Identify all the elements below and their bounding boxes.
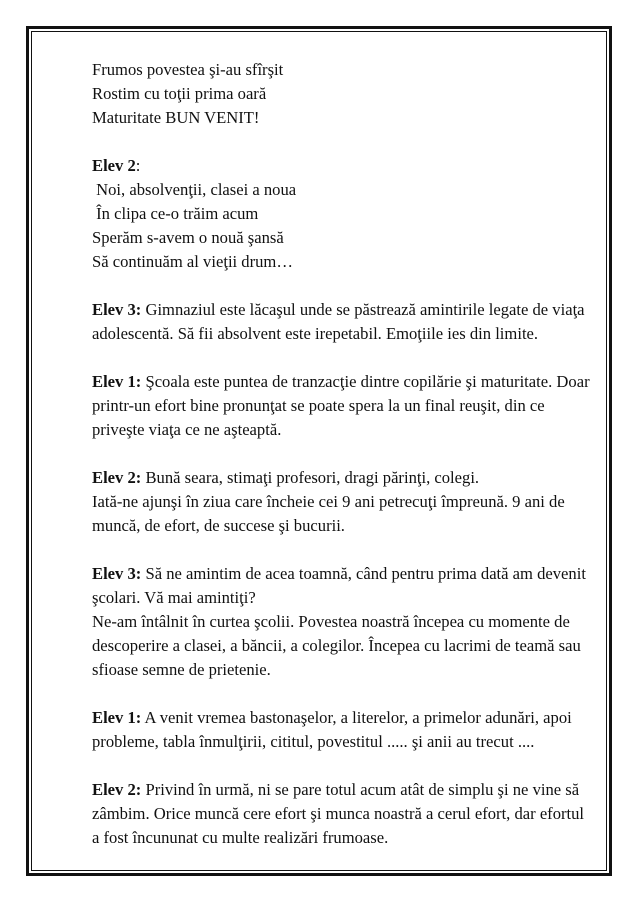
poem-line: Sperăm s-avem o nouă şansă [92,228,284,247]
speaker-name: Elev 1: [92,708,142,727]
poem-line: Maturitate BUN VENIT! [92,108,260,127]
speaker-name: Elev 1: [92,372,142,391]
dialogue-paragraph-continued: Ne-am întâlnit în curtea şcolii. Povestea noastră începea cu momente de descoperire a clasei, a băncii, a colegilor. Începea cu lacrimi de teamă sau sfioase semne de prietenie. [92,612,581,679]
speaker-name: Elev 2: [92,468,142,487]
poem-line: În clipa ce-o trăim acum [92,204,259,223]
poem-line: Noi, absolvenţii, clasei a noua [92,180,297,199]
document-body [92,58,592,850]
dialogue-paragraph: Elev 2: Privind în urmă, ni se pare totul acum atât de simplu şi ne vine să zâmbim. Orice muncă cere efort şi munca noastră a cerul efort, dar efortul a fost încununat cu multe realizări frumoase. [92,780,585,847]
speaker-name: Elev 3: [92,300,142,319]
dialogue-paragraph: Elev 3: Gimnaziul este lăcaşul unde se păstrează amintirile legate de viaţa adolescentă. Să fii absolvent este irepetabil. Emoţiile ies din limite. [92,300,585,343]
poem-line: Rostim cu toţii prima oară [92,84,267,103]
dialogue-paragraph: Elev 3: Să ne amintim de acea toamnă, când pentru prima dată am devenit şcolari. Vă mai amintiţi? [92,564,586,607]
poem-line: Frumos povestea şi-au sfîrşit [92,60,284,79]
dialogue-paragraph: Elev 1: A venit vremea bastonaşelor, a literelor, a primelor adunări, apoi probleme, tabla înmulţirii, cititul, povestitul ..... şi anii au trecut .... [92,708,572,751]
speaker-name: Elev 2 [92,156,136,175]
dialogue-paragraph-continued: Iată-ne ajunşi în ziua care încheie cei 9 ani petrecuţi împreună. 9 ani de muncă, de efort, de succese şi bucurii. [92,492,565,535]
dialogue-paragraph: Elev 2: Bună seara, stimaţi profesori, dragi părinţi, colegi. [92,468,480,487]
poem-line: Să continuăm al vieţii drum… [92,252,293,271]
dialogue-paragraph: Elev 1: Şcoala este puntea de tranzacţie dintre copilărie şi maturitate. Doar printr-un efort bine pronunţat se poate spera la un final reuşit, din ce priveşte viaţa ce ne aşteaptă. [92,372,590,439]
speaker-heading: Elev 2: [92,156,141,175]
speaker-name: Elev 2: [92,780,142,799]
speaker-name: Elev 3: [92,564,142,583]
